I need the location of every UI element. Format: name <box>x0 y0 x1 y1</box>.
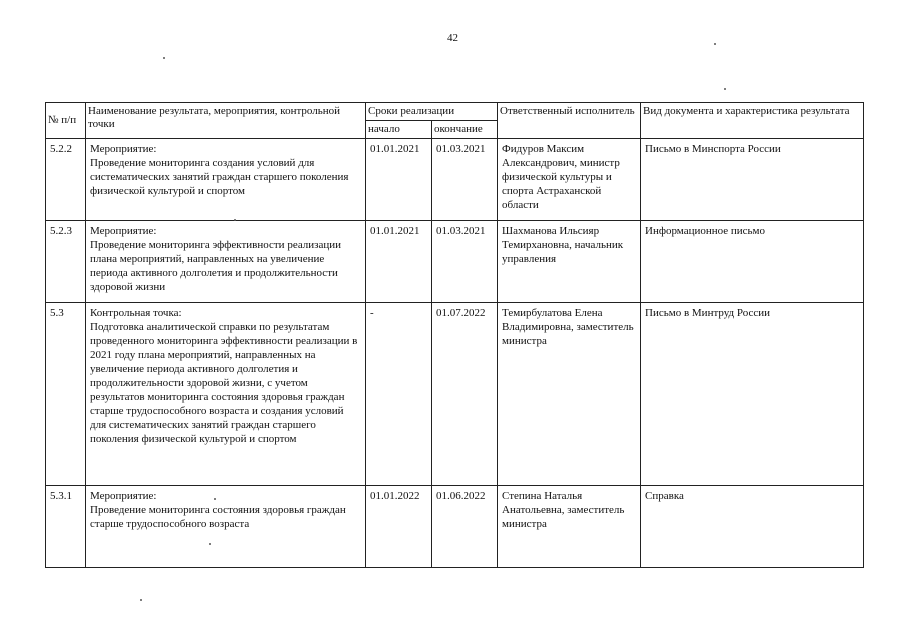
row-name-cell <box>86 139 366 221</box>
header-start: начало <box>366 121 432 139</box>
implementation-table <box>45 102 864 568</box>
row-end-date: 01.06.2022 <box>432 486 498 568</box>
row-name-title: Мероприятие: <box>90 143 157 155</box>
row-end-date: 01.03.2021 <box>432 139 498 221</box>
scan-speck <box>234 219 236 221</box>
row-name-text: Проведение мониторинга создания условий для систематических занятий граждан старшего поколения физической культурой и спортом <box>90 157 349 197</box>
table-row <box>46 302 864 486</box>
row-name-cell <box>86 220 366 302</box>
header-doc-type: Вид документа и характеристика результата <box>641 103 864 139</box>
row-doc-type: Справка <box>641 486 864 568</box>
table-row <box>46 220 864 302</box>
row-name-text: Проведение мониторинга состояния здоровья граждан старше трудоспособного возраста <box>90 504 346 531</box>
row-number: 5.3.1 <box>46 486 86 568</box>
scan-speck <box>140 599 142 601</box>
row-name-text: Проведение мониторинга эффективности реализации плана мероприятий, направленных на увеличение периода активного долголетия и продолжительности здоровой жизни <box>90 238 342 293</box>
table-row <box>46 139 864 221</box>
row-name-cell <box>86 486 366 568</box>
table-row <box>46 486 864 568</box>
row-start-date: 01.01.2021 <box>366 220 432 302</box>
row-name-title: Мероприятие: <box>90 224 157 237</box>
scan-speck <box>209 543 211 545</box>
row-name-title: Контрольная точка: <box>90 306 182 319</box>
scan-speck <box>163 57 165 59</box>
header-terms: Сроки реализации <box>366 103 498 121</box>
row-start-date: 01.01.2021 <box>366 139 432 221</box>
scan-speck <box>714 43 716 45</box>
row-end-date: 01.07.2022 <box>432 302 498 486</box>
row-start-date: 01.01.2022 <box>366 486 432 568</box>
page-number: 42 <box>447 32 458 44</box>
row-number: 5.3 <box>46 302 86 486</box>
row-name-title: Мероприятие: <box>90 490 157 503</box>
row-name-text: Подготовка аналитической справки по результатам проведенного мониторинга эффективности реализации в 2021 году плана мероприятий, направленных на увеличение периода активного долголетия и продолжительности здоровой жизни, с учетом результатов мониторинга состояния здоровья граждан старше трудоспособного возраста и создания условий для систематических занятий граждан старшего поколения физической культурой и спортом <box>90 320 358 445</box>
row-number: 5.2.2 <box>46 139 86 221</box>
row-number: 5.2.3 <box>46 220 86 302</box>
row-end-date: 01.03.2021 <box>432 220 498 302</box>
row-doc-type: Письмо в Минтруд России <box>641 302 864 486</box>
header-num: № п/п <box>46 103 86 139</box>
header-row <box>46 103 864 121</box>
header-name: Наименование результата, мероприятия, контрольной точки <box>86 103 366 139</box>
row-doc-type: Письмо в Минспорта России <box>641 139 864 221</box>
row-responsible: Степина Наталья Анатольевна, заместитель министра <box>498 486 641 568</box>
row-responsible: Темирбулатова Елена Владимировна, заместитель министра <box>498 302 641 486</box>
row-responsible: Фидуров Максим Александрович, министр физической культуры и спорта Астраханской области <box>498 139 641 221</box>
row-doc-type: Информационное письмо <box>641 220 864 302</box>
row-responsible: Шахманова Ильсияр Темирхановна, начальник управления <box>498 220 641 302</box>
header-end: окончание <box>432 121 498 139</box>
header-responsible: Ответственный исполнитель <box>498 103 641 139</box>
row-name-cell <box>86 302 366 486</box>
scan-speck <box>214 498 216 500</box>
scan-speck <box>724 88 726 90</box>
row-start-date: - <box>366 302 432 486</box>
